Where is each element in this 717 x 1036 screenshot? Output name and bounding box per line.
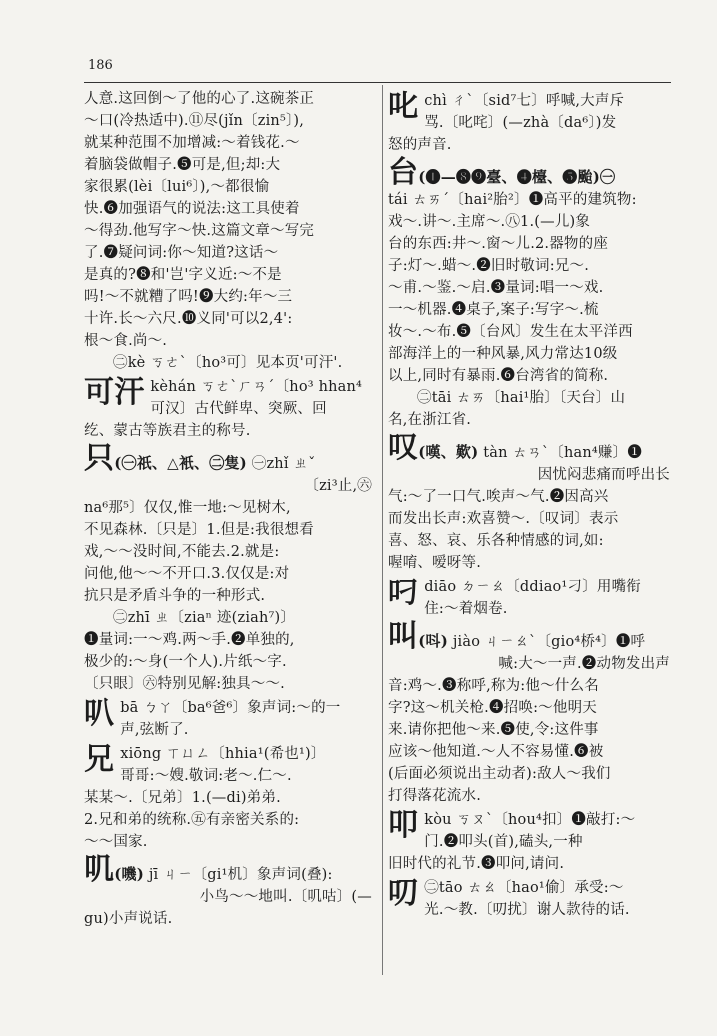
text-line: 着脑袋做帽子.❺可是,但;却:大 xyxy=(84,157,281,173)
definition-line: ～～国家. xyxy=(84,834,148,850)
definition-line: 喔唷、嗳呀等. xyxy=(388,555,482,571)
right-column xyxy=(388,88,670,921)
definition-line: 不见森林.〔只是〕1.但是:我很想看 xyxy=(84,522,314,538)
definition-line: 极少的:～身(一个人).片纸～字. xyxy=(84,654,287,670)
definition-line: 妆～.～布.❺〔台风〕发生在太平洋西 xyxy=(388,324,633,340)
entry-tao xyxy=(388,877,670,921)
headword: 可汗 xyxy=(84,375,145,410)
definition-line: 〔只眼〕㊅特别见解:独具～～. xyxy=(84,676,285,692)
pronunciation: ㊀zhǐ ㄓˇ xyxy=(251,456,316,472)
definition-line: 因忧闷悲痛而呼出长 xyxy=(537,467,670,483)
text-line: 家很累(lèi〔lui⁶〕),～都很愉 xyxy=(84,179,270,195)
definition-line: 声,弦断了. xyxy=(120,722,189,738)
definition-line: 怒的声音. xyxy=(388,137,452,153)
definition-line: 某某～.〔兄弟〕1.(—di)弟弟. xyxy=(84,790,281,806)
definition-line: 2.兄和弟的统称.㊄有亲密关系的: xyxy=(84,812,300,828)
definition-line: 小鸟～～地叫.〔叽咕〕(— xyxy=(199,889,372,905)
pronunciation: ㊁tāo ㄊㄠ〔hao¹偷〕承受:～ xyxy=(424,880,624,896)
entry-jiao xyxy=(388,619,670,807)
definition-line: 而发出长声:欢喜赞～.〔叹词〕表示 xyxy=(388,511,619,527)
headword: 叽 xyxy=(84,852,115,887)
text-line: 了.❼疑问词:你～知道?这话～ xyxy=(84,245,279,261)
definition-line: 喜、怒、哀、乐各种情感的词,如: xyxy=(388,533,604,549)
headword-variants: (嘆、歎) xyxy=(418,443,479,461)
pronunciation: bā ㄅㄚ〔ba⁶爸⁶〕象声词:～的一 xyxy=(120,700,341,716)
definition-line: na⁶那⁵〕仅仅,惟一地:～见树木, xyxy=(84,500,291,516)
pronunciation: tàn ㄊㄢˋ〔han⁴赚〕❶ xyxy=(483,445,643,461)
definition-line: tái ㄊㄞˊ〔hai²胎²〕❶高平的建筑物: xyxy=(388,192,637,208)
pronunciation: jī ㄐㄧ〔gi¹机〕象声词(叠): xyxy=(148,867,333,883)
definition-line: 〔zi³止,㊅ xyxy=(304,478,372,494)
headword: 叭 xyxy=(84,696,115,731)
headword-variants: (嘰) xyxy=(114,865,144,883)
definition-line: 一～机器.❹桌子,案子:写字～.梳 xyxy=(388,302,599,318)
definition-line: 打得落花流水. xyxy=(388,788,482,804)
definition-line: 名,在浙江省. xyxy=(388,412,472,428)
definition-line: 纥、蒙古等族君主的称号. xyxy=(84,423,251,439)
definition-line: 台的东西:井～.窗～儿.2.器物的座 xyxy=(388,236,609,252)
headword: 兄 xyxy=(84,742,115,777)
pronunciation: jiào ㄐㄧㄠˋ〔gio⁴桥⁴〕❶呼 xyxy=(452,634,646,650)
definition-line: ❶量词:一～鸡.两～手.❷单独的, xyxy=(84,632,295,648)
text-line: 是真的?❽和'岂'字义近:～不是 xyxy=(84,267,282,283)
left-column xyxy=(84,88,372,930)
definition-line: 问他,他～～不开口.3.仅仅是:对 xyxy=(84,566,290,582)
definition-line: 住:～着烟卷. xyxy=(424,601,508,617)
definition-line: 骂.〔叱咤〕(—zhà〔da⁶〕)发 xyxy=(424,115,617,131)
definition-line: 门.❷叩头(首),磕头,一种 xyxy=(424,834,583,850)
entry-zhi xyxy=(84,441,372,695)
definition-line: 戏,～～没时间,不能去.2.就是: xyxy=(84,544,280,560)
pronunciation: xiōng ㄒㄩㄥ〔hhia¹(希也¹)〕 xyxy=(120,746,326,762)
definition-line: 来.请你把他～来.❺使,令:这件事 xyxy=(388,722,599,738)
pronunciation: diāo ㄉㄧㄠ〔ddiao¹刁〕用嘴衔 xyxy=(424,579,641,595)
definition-line: gu)小声说话. xyxy=(84,911,173,927)
text-line: 快.❻加强语气的说法:这工具使着 xyxy=(84,201,300,217)
definition-line: 可汉〕古代鲜卑、突厥、回 xyxy=(150,401,327,417)
entry-diao xyxy=(388,576,670,620)
header-rule xyxy=(84,82,671,83)
headword: 只 xyxy=(84,441,115,476)
pronunciation: kèhán ㄎㄜˋㄏㄢˊ〔ho³ hhan⁴ xyxy=(150,379,363,395)
definition-line: 光.～教.〔叨扰〕谢人款待的话. xyxy=(424,902,630,918)
definition-line: 字?这～机关枪.❹招唤:～他明天 xyxy=(388,700,597,716)
definition-line: 部海洋上的一种风暴,风力常达10级 xyxy=(388,346,618,362)
entry-ji xyxy=(84,852,372,930)
headword: 叨 xyxy=(388,876,419,911)
headword: 叱 xyxy=(388,89,419,124)
headword: 叫 xyxy=(388,619,419,654)
pronunciation: kòu ㄎㄡˋ〔hou⁴扣〕❶敲打:～ xyxy=(424,812,636,828)
definition-line: 音:鸡～.❸称呼,称为:他～什么名 xyxy=(388,678,599,694)
entry-chi xyxy=(388,90,670,156)
headword: 台 xyxy=(388,155,419,190)
headword: 叼 xyxy=(388,575,419,610)
entry-xiong xyxy=(84,743,372,853)
entry-tan xyxy=(388,430,670,574)
definition-line: 旧时代的礼节.❸叩问,请问. xyxy=(388,856,565,872)
entry-ba xyxy=(84,697,372,741)
definition-line: 抗只是矛盾斗争的一种形式. xyxy=(84,588,266,604)
pronunciation: chì ㄔˋ〔sid⁷七〕呼喊,大声斥 xyxy=(424,93,625,109)
entry-kou xyxy=(388,809,670,875)
definition-line: 哥哥:～嫂.敬词:老～.仁～. xyxy=(120,768,292,784)
headword-variants: (呌) xyxy=(418,632,448,650)
entry-kehan xyxy=(84,376,372,442)
text-line: 根～食.尚～. xyxy=(84,333,168,349)
text-line: 就某种范围不加增减:～着钱花.～ xyxy=(84,135,300,151)
definition-line: ～甫.～鉴.～启.❸量词:唱一～戏. xyxy=(388,280,604,296)
headword-variants: (❶—❽❾臺、❹檯、❺颱)㊀ xyxy=(418,168,616,186)
text-line: 吗!～不就糟了吗!❾大约:年～三 xyxy=(84,289,293,305)
column-divider xyxy=(382,85,383,975)
definition-line: (后面必须说出主动者):敌人～我们 xyxy=(388,766,611,782)
ke-reading-line: ㊁kè ㄎㄜˋ〔ho³可〕见本页'可汗'. xyxy=(113,355,343,371)
text-line: 人意.这回倒～了他的心了.这碗茶正 xyxy=(84,91,315,107)
definition-line: 子:灯～.蜡～.❷旧时敬词:兄～. xyxy=(388,258,589,274)
text-line: ～得劲.他写字～快.这篇文章～写完 xyxy=(84,223,315,239)
definition-line: 以上,同时有暴雨.❻台湾省的简称. xyxy=(388,368,609,384)
definition-line: 戏～.讲～.主席～.㊇1.(—儿)象 xyxy=(388,214,591,230)
tai2-reading-line: ㊁tāi ㄊㄞ〔hai¹胎〕〔天台〕山 xyxy=(417,390,626,406)
page-number: 186 xyxy=(88,58,113,73)
headword: 叹 xyxy=(388,430,419,465)
text-line: ～口(冷热适中).⑪尽(jǐn〔zin⁵〕), xyxy=(84,113,305,129)
entry-tai xyxy=(388,155,670,431)
headword-variants: (㊀祇、△衹、㊁隻) xyxy=(114,454,247,472)
zhi2-reading-line: ㊁zhī ㄓ〔ziaⁿ 迹(ziah⁷)〕 xyxy=(113,610,296,626)
definition-line: 应该～他知道.～人不容易懂.❻被 xyxy=(388,744,604,760)
definition-line: 喊:大～一声.❷动物发出声 xyxy=(498,656,670,672)
definition-line: 气:～了一口气.唉声～气.❷因高兴 xyxy=(388,489,609,505)
headword: 叩 xyxy=(388,808,419,843)
text-line: 十许.长～六尺.❿义同'可以2,4': xyxy=(84,311,293,327)
